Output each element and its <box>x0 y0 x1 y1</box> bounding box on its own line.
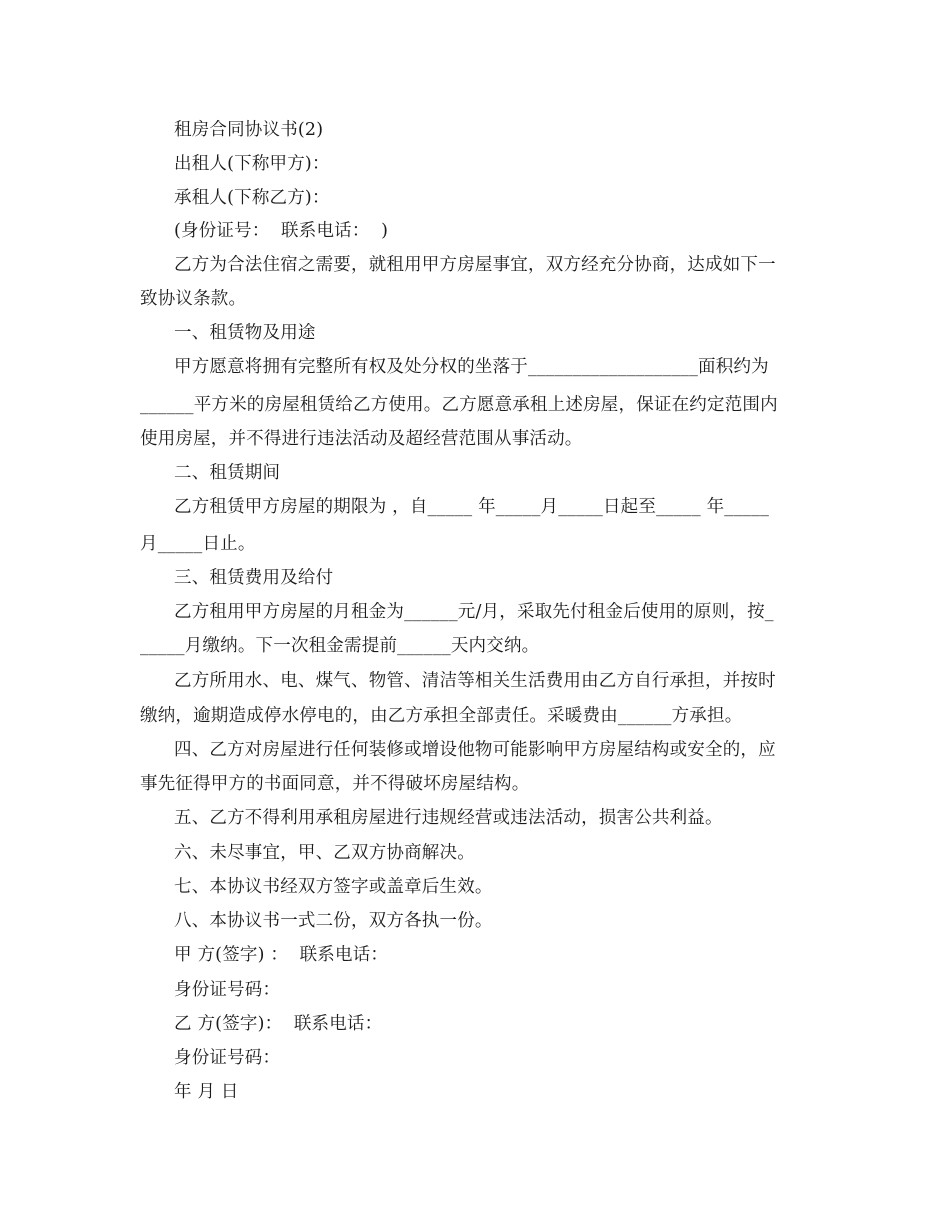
lessee-line: 承租人(下称乙方)： <box>174 188 330 208</box>
party-a-signature-line: 甲 方(签字) ： 联系电话： <box>174 945 389 965</box>
section-7: 七、本协议书经双方签字或盖章后生效。 <box>174 877 493 897</box>
section-2-heading: 二、租赁期间 <box>174 463 281 483</box>
section-3-para-1-line-1: 乙方租用甲方房屋的月租金为______元/月，采取先付租金后使用的原则，按_ <box>174 602 774 622</box>
section-4-line-2: 事先征得甲方的书面同意，并不得破坏房屋结构。 <box>140 774 530 794</box>
section-1-heading: 一、租赁物及用途 <box>174 323 316 343</box>
section-2-line-1: 乙方租赁甲方房屋的期限为 ，自_____ 年_____月_____日起至_____ 年_____ <box>174 497 770 517</box>
section-5: 五、乙方不得利用承租房屋进行违规经营或违法活动，损害公共利益。 <box>174 808 723 828</box>
date-line: 年 月 日 <box>174 1082 239 1102</box>
section-1-line-2: ______平方米的房屋租赁给乙方使用。乙方愿意承租上述房屋，保证在约定范围内 <box>140 395 778 415</box>
section-4-line-1: 四、乙方对房屋进行任何装修或增设他物可能影响甲方房屋结构或安全的，应 <box>174 740 776 760</box>
lessor-line: 出租人(下称甲方)： <box>174 154 330 174</box>
section-3-heading: 三、租赁费用及给付 <box>174 568 334 588</box>
party-b-signature-line: 乙 方(签字)： 联系电话： <box>174 1014 383 1034</box>
section-3-para-2-line-2: 缴纳，逾期造成停水停电的，由乙方承担全部责任。采暖费由______方承担。 <box>140 706 743 726</box>
party-a-id-line: 身份证号码： <box>174 980 281 1000</box>
section-3-para-2-line-1: 乙方所用水、电、煤气、物管、清洁等相关生活费用由乙方自行承担，并按时 <box>174 671 776 691</box>
section-1-line-1: 甲方愿意将拥有完整所有权及处分权的坐落于___________________面积约为 <box>174 357 769 377</box>
section-2-line-2: 月_____日止。 <box>140 534 256 554</box>
section-3-para-1-line-2: _____月缴纳。下一次租金需提前______天内交纳。 <box>140 636 540 656</box>
section-8: 八、本协议书一式二份，双方各执一份。 <box>174 911 493 931</box>
section-6: 六、未尽事宜，甲、乙双方协商解决。 <box>174 843 475 863</box>
intro-paragraph-line-2: 致协议条款。 <box>140 289 247 309</box>
party-b-id-line: 身份证号码： <box>174 1048 281 1068</box>
intro-paragraph-line-1: 乙方为合法住宿之需要，就租用甲方房屋事宜，双方经充分协商，达成如下一 <box>174 255 776 275</box>
document-title: 租房合同协议书(2) <box>174 120 324 140</box>
section-1-line-3: 使用房屋，并不得进行违法活动及超经营范围从事活动。 <box>140 429 583 449</box>
id-contact-line: (身份证号： 联系电话： ) <box>174 221 389 241</box>
